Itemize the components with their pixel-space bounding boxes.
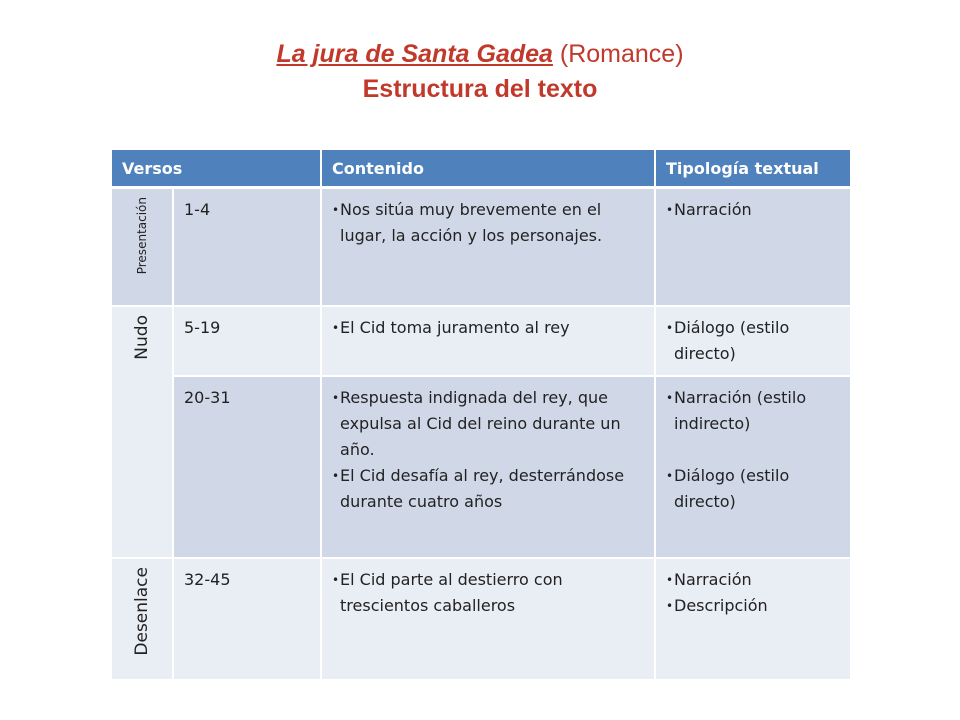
tipologia-cell: [655, 306, 851, 376]
header-row: [111, 149, 851, 188]
verses-cell: 1-4: [173, 188, 321, 306]
structure-table: [110, 148, 852, 681]
section-desenlace: [111, 558, 173, 680]
section-label-presentacion: Presentación: [135, 197, 149, 275]
section-label-nudo: Nudo: [132, 314, 152, 360]
verses-cell: 32-45: [173, 558, 321, 680]
list-item: • Diálogo (estilo directo): [666, 463, 840, 515]
tipologia-cell: [655, 558, 851, 680]
title-suffix: (Romance): [559, 40, 684, 68]
verses-cell: 20-31: [173, 376, 321, 558]
header-versos: Versos: [111, 149, 321, 188]
title-main: La jura de Santa Gadea: [276, 40, 553, 68]
tipologia-cell: [655, 376, 851, 558]
section-nudo: [111, 306, 173, 558]
section-label-desenlace: Desenlace: [132, 566, 152, 656]
header-contenido: Contenido: [321, 149, 655, 188]
contenido-cell: [321, 306, 655, 376]
table-row: [111, 306, 851, 376]
contenido-cell: [321, 376, 655, 558]
list-item: • El Cid desafía al rey, desterrándose durante cuatro años: [332, 463, 644, 515]
verses-cell: 5-19: [173, 306, 321, 376]
subtitle: Estructura del texto: [362, 75, 598, 103]
table-row: [111, 558, 851, 680]
contenido-cell: [321, 558, 655, 680]
title-block: [0, 38, 960, 106]
list-item: • Diálogo (estilo directo): [666, 315, 840, 367]
title-line: [0, 38, 960, 70]
table-row: [111, 376, 851, 558]
list-item: • Descripción: [666, 593, 840, 619]
list-item: • El Cid toma juramento al rey: [332, 315, 644, 341]
list-item: • Nos sitúa muy brevemente en el lugar, la acción y los personajes.: [332, 197, 644, 249]
list-item: • Narración: [666, 197, 840, 223]
contenido-cell: [321, 188, 655, 306]
list-item: • Narración (estilo indirecto): [666, 385, 840, 437]
section-presentacion: [111, 188, 173, 306]
list-item: • Narración: [666, 567, 840, 593]
tipologia-cell: [655, 188, 851, 306]
header-tipologia: Tipología textual: [655, 149, 851, 188]
list-item: • El Cid parte al destierro con trescientos caballeros: [332, 567, 644, 619]
list-item: • Respuesta indignada del rey, que expulsa al Cid del reino durante un año.: [332, 385, 644, 463]
table-row: [111, 188, 851, 306]
